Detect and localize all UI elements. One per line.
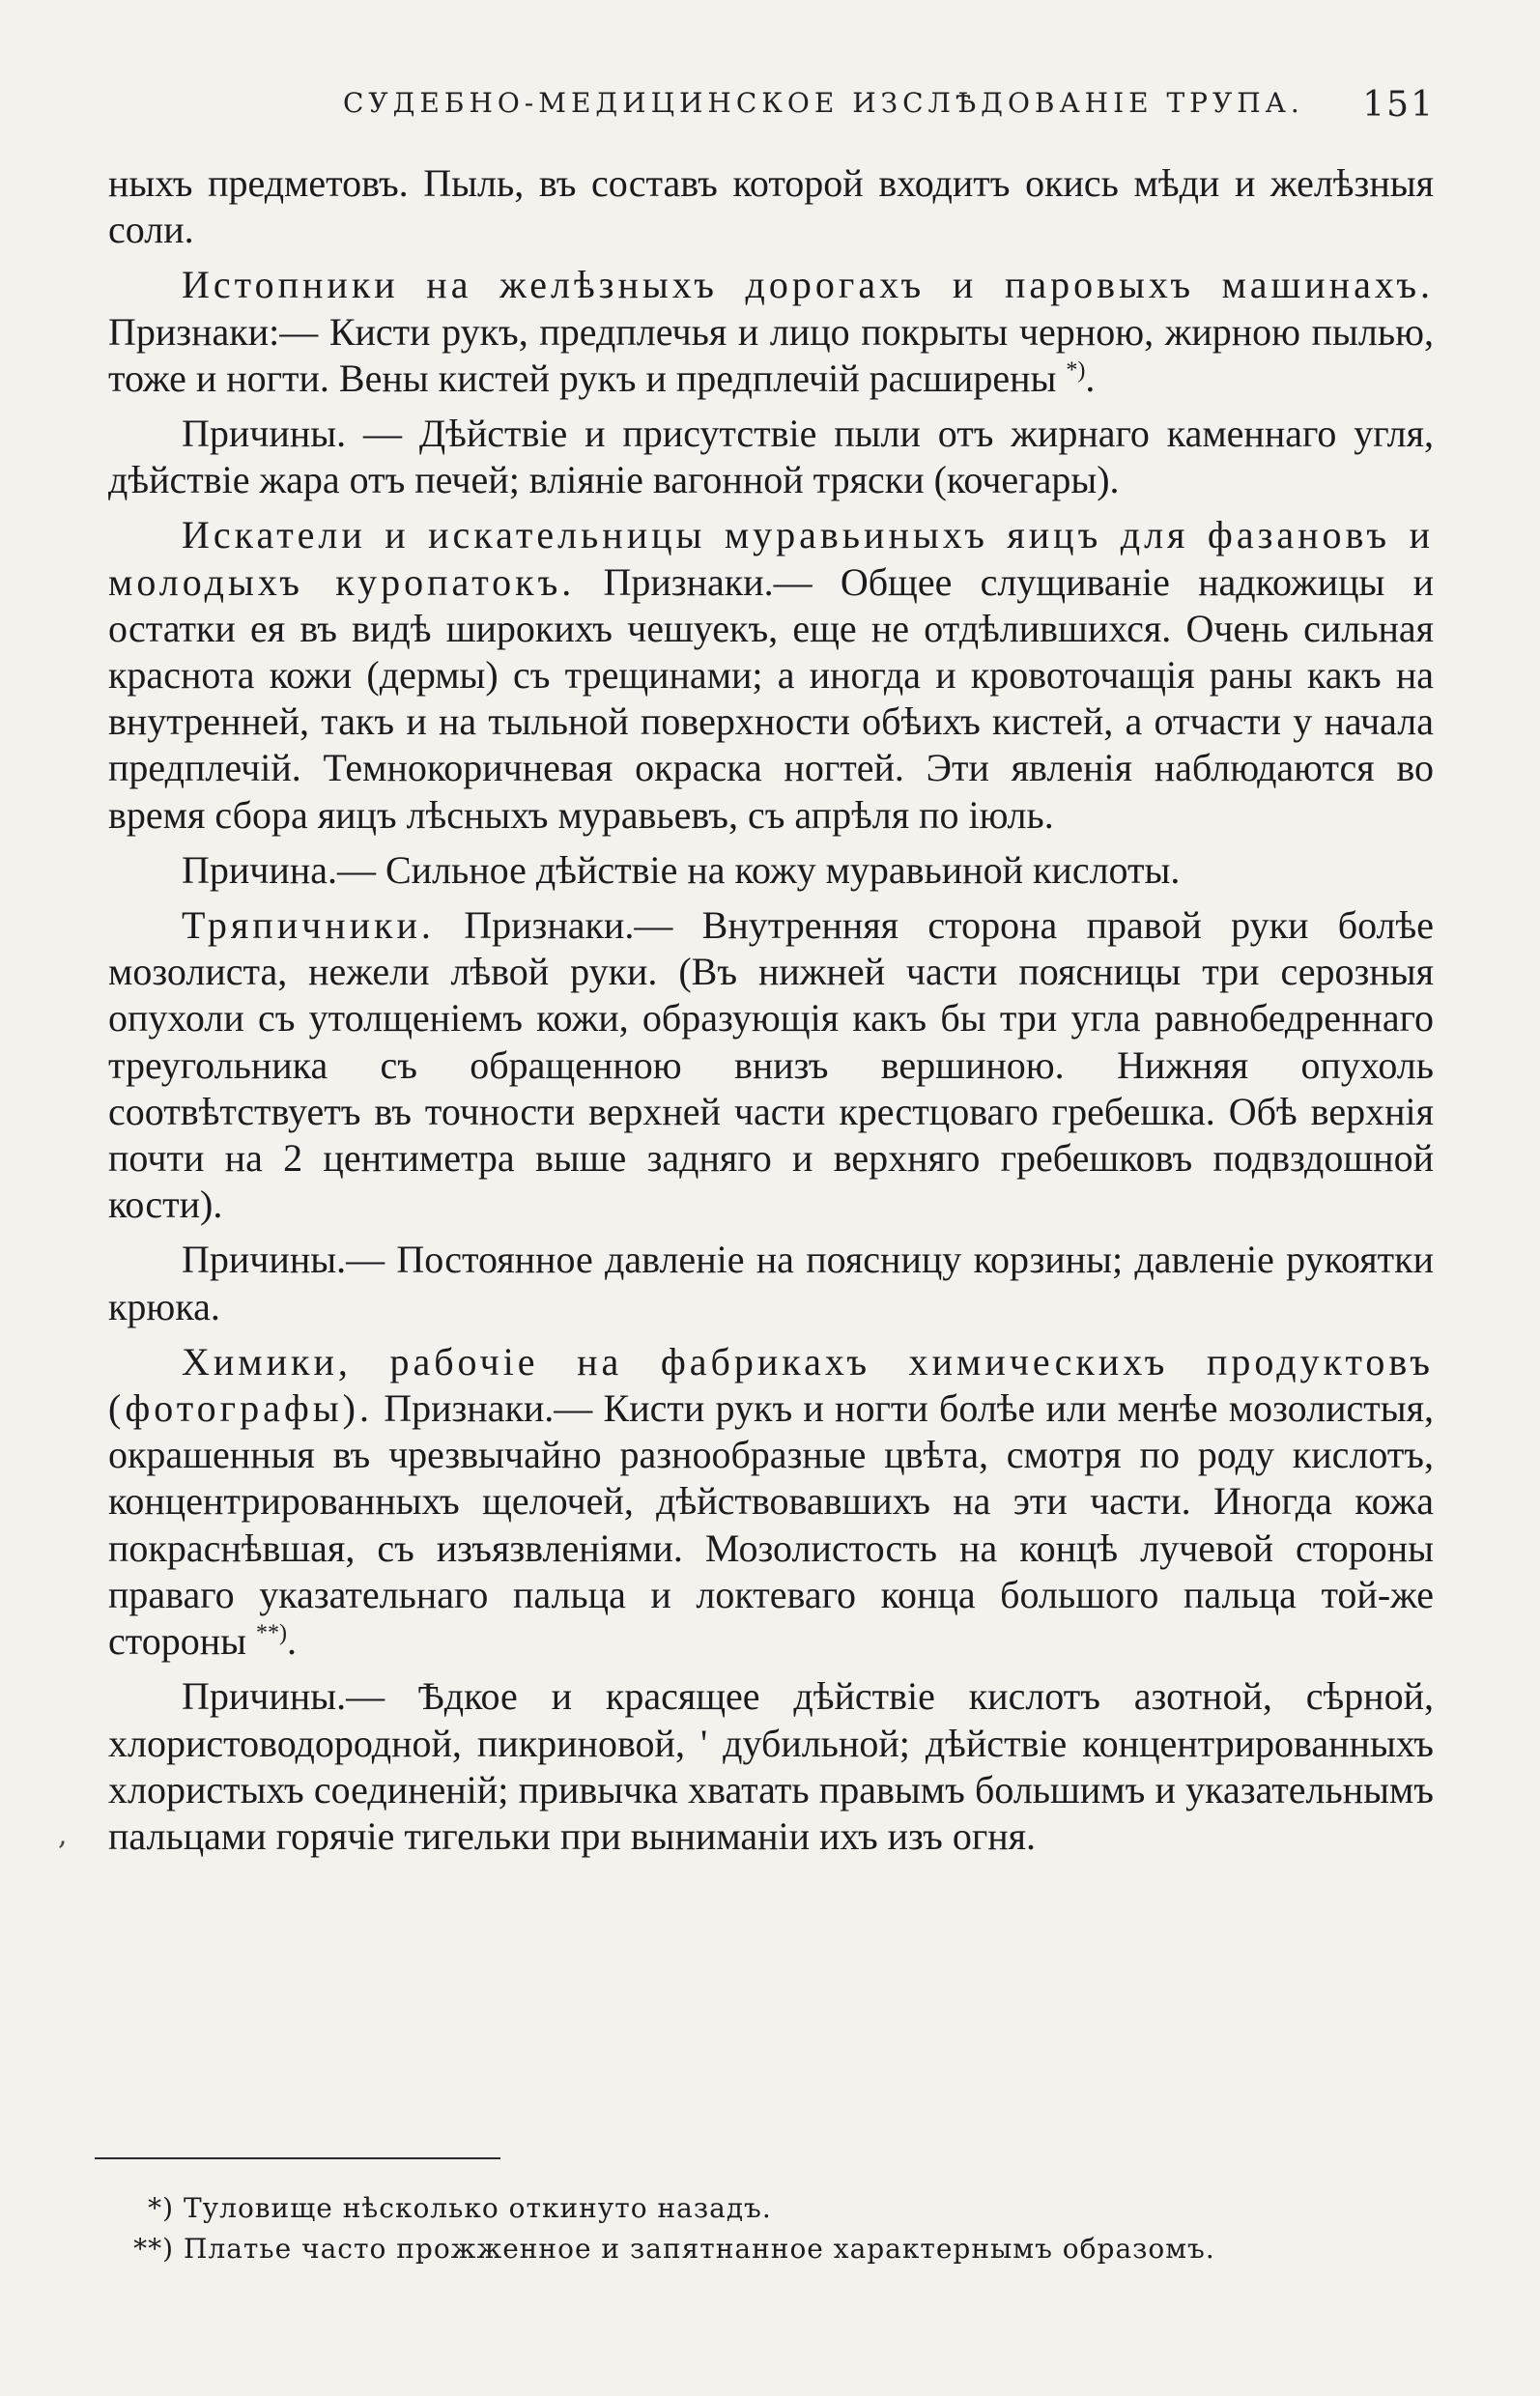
paragraph: Причины. — Дѣйствіе и присутствіе пыли отъ жирнаго каменнаго угля, дѣйствіе жара отъ печей; вліяніе вагонной тряски (кочегары). — [108, 412, 1434, 502]
running-head: СУДЕБНО-МЕДИЦИНСКОЕ ИЗСЛѢДОВАНІЕ ТРУПА. — [343, 87, 1304, 119]
occupation-term: Истопники на желѣзныхъ дорогахъ и паровыхъ машинахъ. — [182, 263, 1434, 307]
occupation-term: Тряпичники. — [182, 903, 435, 948]
footnote — [106, 2188, 1440, 2229]
footnote-reference: **) — [256, 1620, 287, 1646]
paragraph: Причины.— Ѣдкое и красящее дѣйствіе кислотъ азотной, сѣрной, хлористоводородной, пикриновой, ' дубильной; дѣйствіе концентрированныхъ хлористыхъ соединеній; привычка хватать правымъ большимъ и указательнымъ пальцами горячіе тигельки при выниманіи ихъ изъ огня. — [108, 1674, 1434, 1858]
footnote-mark: **) — [133, 2233, 174, 2265]
page-header — [343, 85, 1435, 131]
footnote-mark: *) — [148, 2192, 174, 2224]
footnote-divider — [95, 2157, 500, 2159]
page-number: 151 — [1362, 85, 1435, 125]
paragraph: ныхъ предметовъ. Пыль, въ составъ которой входитъ окись мѣди и желѣзныя соли. — [108, 161, 1434, 252]
occupation-term: Искатели и искательницы муравьиныхъ яицъ для фазановъ и молодыхъ куропатокъ. — [108, 513, 1434, 604]
footnote-text: Туловище нѣсколько откинуто назадъ. — [184, 2192, 772, 2224]
main-text — [108, 160, 1434, 1868]
paragraph: Искатели и искательницы муравьиныхъ яицъ для фазановъ и молодыхъ куропатокъ. Признаки.— Общее слущиваніе надкожицы и остатки ея въ видѣ широкихъ чешуекъ, еще не отдѣлившихся. Очень сильная краснота кожи (дермы) съ трещинами; а иногда и кровоточащія раны какъ на внутренней, такъ и на тыльной поверхности обѣихъ кистей, а отчасти у начала предплечій. Темнокоричневая окраска ногтей. Эти явленія наблюдаются во время сбора яицъ лѣсныхъ муравьевъ, съ апрѣля по іюль. — [108, 513, 1434, 837]
footnotes — [106, 2188, 1440, 2269]
footnote — [106, 2229, 1440, 2269]
footnote-text: Платье часто прожженное и запятнанное характернымъ образомъ. — [184, 2233, 1215, 2265]
stray-mark: , — [58, 1818, 68, 1852]
paragraph: Тряпичники. Признаки.— Внутренняя сторона правой руки болѣе мозолиста, нежели лѣвой руки. (Въ нижней части поясницы три серозныя опухоли съ утолщеніемъ кожи, образующія какъ бы три угла равнобедреннаго треугольника съ обращенною внизъ вершиною. Нижняя опухоль соотвѣтствуетъ въ точности верхней части крестцоваго гребешка. Обѣ верхнія почти на 2 центиметра выше задняго и верхняго гребешковъ подвздошной кости). — [108, 903, 1434, 1227]
paragraph: Причина.— Сильное дѣйствіе на кожу муравьиной кислоты. — [182, 847, 1181, 892]
paragraph: Истопники на желѣзныхъ дорогахъ и паровыхъ машинахъ. Признаки:— Кисти рукъ, предплечья и лицо покрыты черною, жирною пылью, тоже и ногти. Вены кистей рукъ и предплечій расширены *). — [108, 263, 1434, 400]
occupation-term: Химики, рабочіе на фабрикахъ химическихъ продуктовъ (фотографы). — [108, 1339, 1434, 1431]
paragraph: Химики, рабочіе на фабрикахъ химическихъ продуктовъ (фотографы). Признаки.— Кисти рукъ и ногти болѣе или менѣе мозолистыя, окрашенныя въ чрезвычайно разнообразные цвѣта, смотря по роду кислотъ, концентрированныхъ щелочей, дѣйствовавшихъ на эти части. Иногда кожа покраснѣвшая, съ изъязвленіями. Мозолистость на концѣ лучевой стороны праваго указательнаго пальца и локтеваго конца большого пальца той-же стороны **). — [108, 1339, 1434, 1664]
footnote-reference: *) — [1066, 357, 1086, 384]
paragraph: Причины.— Постоянное давленіе на поясницу корзины; давленіе рукоятки крюка. — [108, 1238, 1434, 1328]
